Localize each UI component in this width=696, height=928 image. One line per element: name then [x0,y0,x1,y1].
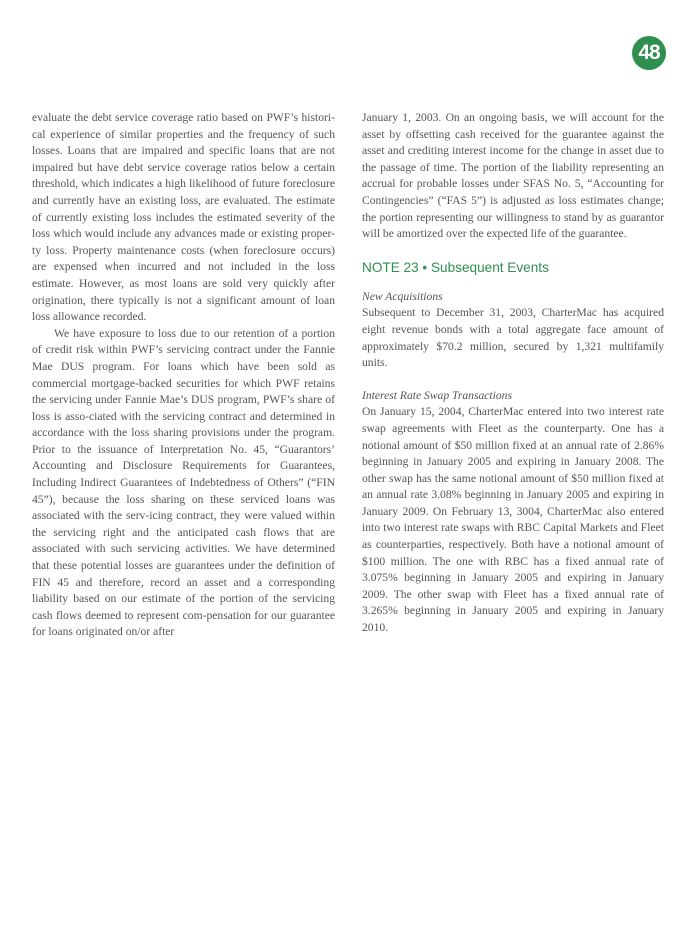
right-column [362,110,664,637]
paragraph: January 1, 2003. On an ongoing basis, we will account for the asset by offsetting cash received for the guarantee against the asset and crediting interest income for the change in asset due to the passage of time. The portion of the liability representing an accrual for probable losses under SFAS No. 5, “Accounting for Contingencies” (“FAS 5”) is adjusted as loss estimates change; the portion representing our willingness to stand by as guarantor will be amortized over the expected life of the guarantee. [362,111,664,241]
subheading-interest-rate-swaps: Interest Rate Swap Transactions [362,388,512,402]
paragraph: We have exposure to loss due to our retention of a portion of credit risk within PWF’s servicing contract under the Fannie Mae DUS program. For loans which have been sold as commercial mortgage-backed securities for which PWF retains the servicing under Fannie Mae’s DUS program, PWF’s share of loss is asso-ciated with the servicing contract and determined in accordance with the loss sharing provisions under the program. Prior to the issuance of Interpretation No. 45, “Guarantors’ Accounting and Disclosure Requirements for Guarantees, Including Indirect Guarantees of Indebtedness of Others” (“FIN 45”), because the loss sharing on these serviced loans was associated with the serv-icing contract, they were valued within the servicing right and the anticipated cash flows that are associated with such servicing activities. We have determined that these potential losses are guarantees under the definition of FIN 45 and therefore, record an asset and a corresponding liability based on our estimate of the portion of the servicing cash flows deemed to represent com-pensation for our guarantee for loans originated on/or after [32,326,335,639]
page-number-badge: 48 [632,36,666,70]
paragraph: evaluate the debt service coverage ratio based on PWF’s histori-cal experience of similar properties and the frequency of such losses. Loans that are impaired and specific loans that are not impaired but have debt service coverage ratios below a certain threshold, which indicates a high likelihood of future foreclosure and currently have an existing loss, are evaluated. The estimate of currently existing loss includes the estimated severity of the loss which would include any advances made or existing proper-ty loss. Property maintenance costs (when foreclosure occurs) are expensed when incurred and not included in the loss estimate. However, as most loans are sold very quickly after origination, there typically is not a significant amount of loan loss allowance recorded. [32,111,335,324]
left-column [32,110,335,641]
subheading-new-acquisitions: New Acquisitions [362,289,443,303]
note-heading: NOTE 23 • Subsequent Events [362,259,549,275]
paragraph: On January 15, 2004, CharterMac entered into two interest rate swap agreements with Fleet as the counterparty. One has a notional amount of $50 million fixed at an annual rate of 2.86% beginning in January 2005 and expiring in January 2008. The other swap has the same notional amount of $50 million fixed at an annual rate 3.08% beginning in January 2005 and expiring in January 2009. On February 13, 3004, CharterMac also entered into two interest rate swaps with RBC Capital Markets and Fleet as counterparties, respectively. Both have a notional amount of $100 million. The one with RBC has a fixed annual rate of 3.075% beginning in January 2005 and expiring in January 2009. The other swap with Fleet has a fixed annual rate of 3.265% beginning in January 2005 and expiring in January 2010. [362,405,664,635]
paragraph: Subsequent to December 31, 2003, CharterMac has acquired eight revenue bonds with a total aggregate face amount of approximately $70.2 million, secured by 1,321 multifamily units. [362,306,664,370]
